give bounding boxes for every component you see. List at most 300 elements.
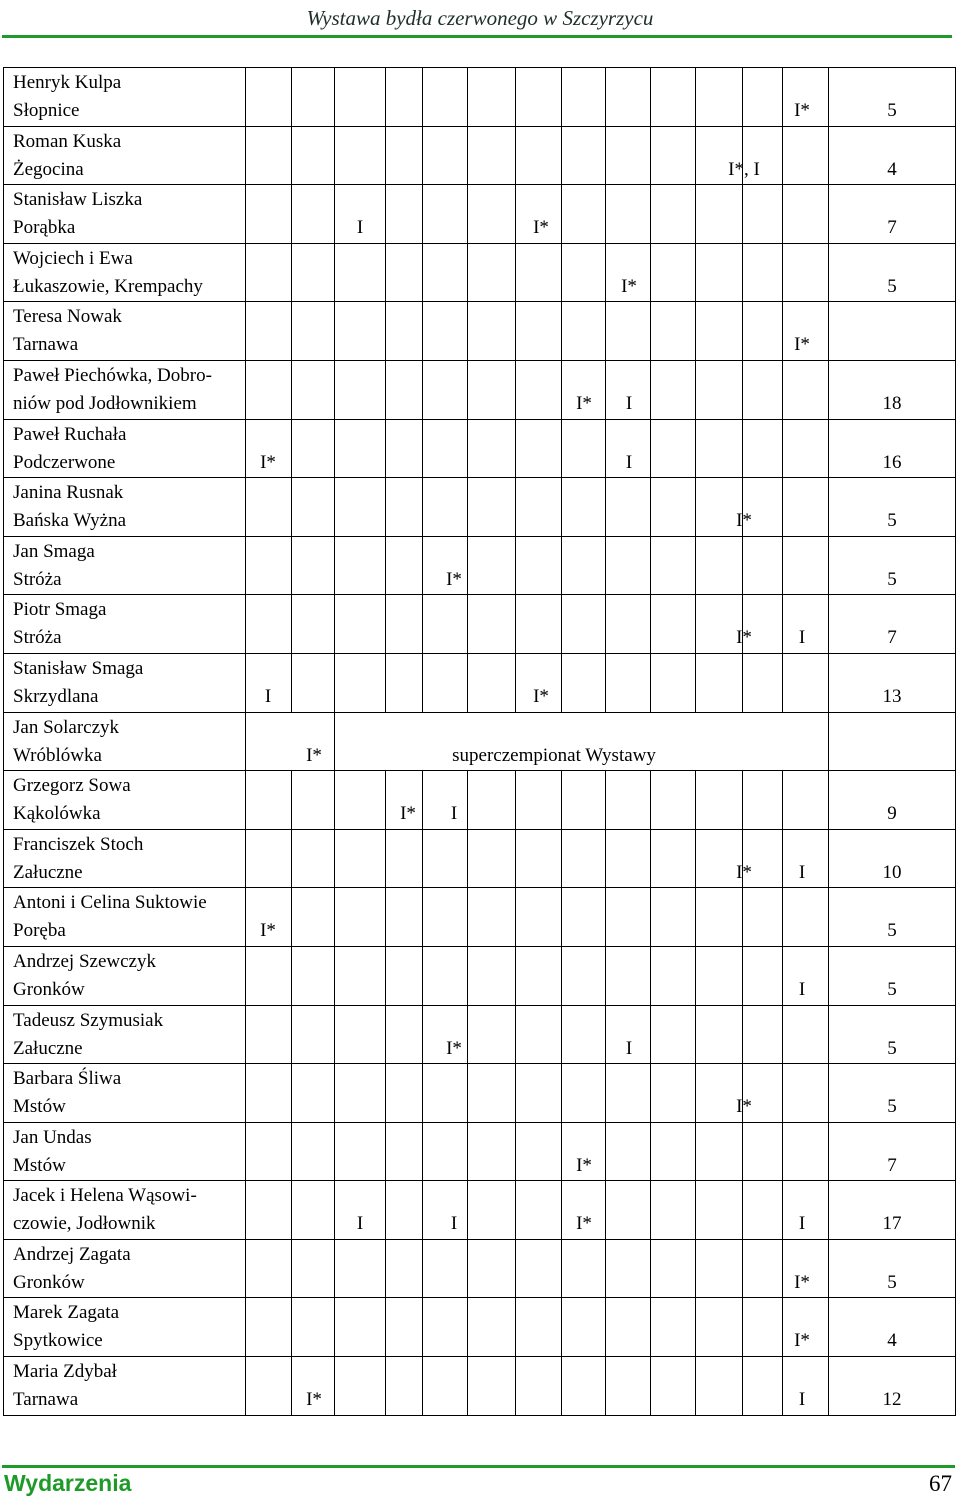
cell-divider: [245, 947, 246, 1005]
breeder-name: Henryk Kulpa: [13, 72, 122, 93]
cell-divider: [334, 1064, 335, 1122]
breeder-name: Piotr Smaga: [13, 599, 107, 621]
breeder-location: Skrzydlana: [13, 685, 99, 707]
cell-divider: [828, 771, 829, 829]
cell-divider: [422, 1006, 423, 1064]
cell-divider: [955, 68, 956, 126]
cell-divider: [385, 830, 386, 888]
cell-divider: [695, 1298, 696, 1356]
cell-divider: [561, 244, 562, 302]
cell-divider: [828, 654, 829, 712]
points-total: 4: [887, 158, 897, 180]
table-row: [4, 68, 956, 127]
cell-divider: [650, 1240, 651, 1298]
cell-divider: [561, 830, 562, 888]
cell-divider: [245, 302, 246, 360]
cell-divider: [828, 420, 829, 478]
award-mark: I*: [306, 744, 322, 766]
cell-divider: [245, 1181, 246, 1239]
cell-divider: [828, 361, 829, 419]
cell-divider: [695, 830, 696, 888]
cell-divider: [742, 947, 743, 1005]
table-row: [4, 302, 956, 361]
cell-divider: [561, 595, 562, 653]
cell-divider: [291, 830, 292, 888]
award-mark: I: [798, 861, 806, 883]
cell-divider: [695, 302, 696, 360]
cell-divider: [467, 185, 468, 243]
cell-divider: [422, 420, 423, 478]
cell-divider: [695, 947, 696, 1005]
cell-divider: [515, 888, 516, 946]
breeder-name: Antoni i Celina Suktowie: [13, 892, 207, 914]
cell-divider: [650, 1123, 651, 1181]
cell-divider: [385, 127, 386, 185]
breeder-name: Jan Smaga: [13, 540, 95, 562]
table-row: [4, 1006, 956, 1065]
cell-divider: [828, 127, 829, 185]
breeder-name: Stanisław Smaga: [13, 657, 144, 679]
cell-divider: [422, 185, 423, 243]
cell-divider: [422, 1123, 423, 1181]
cell-divider: [291, 68, 292, 126]
cell-divider: [695, 1181, 696, 1239]
cell-divider: [561, 947, 562, 1005]
points-total: 5: [887, 568, 897, 590]
cell-divider: [782, 185, 783, 243]
cell-divider: [245, 830, 246, 888]
cell-divider: [385, 1123, 386, 1181]
cell-divider: [515, 947, 516, 1005]
award-mark: I*: [400, 803, 416, 825]
cell-divider: [245, 713, 246, 771]
cell-divider: [605, 654, 606, 712]
cell-divider: [422, 1064, 423, 1122]
points-total: 5: [887, 1037, 897, 1059]
cell-divider: [605, 888, 606, 946]
cell-divider: [245, 1064, 246, 1122]
cell-divider: [422, 595, 423, 653]
points-total: 12: [882, 1389, 902, 1411]
cell-divider: [695, 420, 696, 478]
award-mark: I*: [794, 1271, 810, 1293]
cell-divider: [828, 244, 829, 302]
page-number: 67: [929, 1471, 952, 1496]
cell-divider: [561, 1298, 562, 1356]
cell-divider: [467, 127, 468, 185]
table-row: [4, 830, 956, 889]
breeder-location: Tarnawa: [13, 1389, 79, 1411]
cell-divider: [742, 185, 743, 243]
cell-divider: [955, 1181, 956, 1239]
cell-divider: [955, 478, 956, 536]
table-row: [4, 244, 956, 303]
cell-divider: [742, 420, 743, 478]
cell-divider: [650, 185, 651, 243]
award-mark: I*: [533, 217, 549, 239]
cell-divider: [515, 1006, 516, 1064]
cell-divider: [291, 1181, 292, 1239]
breeder-location: Stróża: [13, 627, 62, 649]
cell-divider: [955, 420, 956, 478]
cell-divider: [828, 537, 829, 595]
cell-divider: [561, 68, 562, 126]
cell-divider: [782, 478, 783, 536]
breeder-name: Janina Rusnak: [13, 482, 124, 504]
cell-divider: [385, 1006, 386, 1064]
table-row: [4, 1240, 956, 1299]
cell-divider: [291, 1240, 292, 1298]
cell-divider: [334, 537, 335, 595]
cell-divider: [695, 595, 696, 653]
cell-divider: [422, 888, 423, 946]
cell-divider: [650, 68, 651, 126]
breeder-location: czowie, Jodłownik: [13, 1213, 156, 1235]
cell-divider: [245, 478, 246, 536]
cell-divider: [955, 947, 956, 1005]
cell-divider: [385, 654, 386, 712]
cell-divider: [334, 654, 335, 712]
cell-divider: [422, 68, 423, 126]
cell-divider: [385, 68, 386, 126]
cell-divider: [650, 947, 651, 1005]
cell-divider: [245, 127, 246, 185]
cell-divider: [828, 888, 829, 946]
cell-divider: [955, 888, 956, 946]
cell-divider: [561, 420, 562, 478]
cell-divider: [515, 361, 516, 419]
award-mark: I*, I: [728, 158, 760, 180]
cell-divider: [955, 713, 956, 771]
cell-divider: [955, 361, 956, 419]
cell-divider: [650, 537, 651, 595]
cell-divider: [742, 244, 743, 302]
cell-divider: [955, 1298, 956, 1356]
cell-divider: [385, 888, 386, 946]
breeder-location: Załuczne: [13, 861, 83, 883]
award-mark: I*: [736, 1096, 752, 1118]
cell-divider: [467, 830, 468, 888]
cell-divider: [605, 1064, 606, 1122]
breeder-location: Podczerwone: [13, 451, 116, 473]
cell-divider: [515, 1123, 516, 1181]
cell-divider: [385, 537, 386, 595]
award-mark: I*: [794, 1330, 810, 1352]
cell-divider: [561, 537, 562, 595]
table-row: [4, 771, 956, 830]
cell-divider: [695, 478, 696, 536]
cell-divider: [742, 888, 743, 946]
cell-divider: [605, 185, 606, 243]
cell-divider: [742, 1298, 743, 1356]
cell-divider: [291, 1298, 292, 1356]
cell-divider: [334, 478, 335, 536]
cell-divider: [245, 771, 246, 829]
cell-divider: [291, 595, 292, 653]
cell-divider: [828, 713, 829, 771]
cell-divider: [422, 361, 423, 419]
cell-divider: [467, 302, 468, 360]
award-note: superczempionat Wystawy: [452, 744, 656, 766]
cell-divider: [515, 1298, 516, 1356]
award-mark: I: [356, 1213, 364, 1235]
cell-divider: [515, 1240, 516, 1298]
cell-divider: [422, 830, 423, 888]
award-mark: I: [450, 803, 458, 825]
cell-divider: [467, 595, 468, 653]
cell-divider: [695, 361, 696, 419]
cell-divider: [245, 185, 246, 243]
cell-divider: [782, 127, 783, 185]
cell-divider: [605, 947, 606, 1005]
cell-divider: [385, 361, 386, 419]
cell-divider: [742, 302, 743, 360]
table-row: [4, 1123, 956, 1182]
table-row: [4, 420, 956, 479]
cell-divider: [422, 244, 423, 302]
breeder-name: Jacek i Helena Wąsowi-: [13, 1185, 197, 1207]
breeder-location: Kąkolówka: [13, 803, 101, 825]
cell-divider: [291, 185, 292, 243]
award-mark: I*: [446, 1037, 462, 1059]
points-total: 5: [887, 1271, 897, 1293]
cell-divider: [782, 771, 783, 829]
cell-divider: [650, 302, 651, 360]
cell-divider: [291, 244, 292, 302]
cell-divider: [955, 654, 956, 712]
award-mark: I*: [533, 685, 549, 707]
cell-divider: [742, 1006, 743, 1064]
award-mark: I*: [260, 451, 276, 473]
breeder-location: Stróża: [13, 568, 62, 590]
points-total: 5: [887, 510, 897, 532]
table-row: [4, 361, 956, 420]
breeder-name: Paweł Piechówka, Dobro-: [13, 364, 212, 386]
breeder-name: Paweł Ruchała: [13, 423, 127, 445]
cell-divider: [385, 595, 386, 653]
cell-divider: [955, 771, 956, 829]
breeder-name: Jan Undas: [13, 1126, 92, 1148]
cell-divider: [650, 771, 651, 829]
points-total: 5: [887, 275, 897, 297]
table-row: [4, 478, 956, 537]
cell-divider: [245, 1298, 246, 1356]
cell-divider: [515, 1181, 516, 1239]
cell-divider: [695, 68, 696, 126]
cell-divider: [245, 361, 246, 419]
breeder-name: Wojciech i Ewa: [13, 247, 133, 269]
breeder-location: Żegocina: [13, 158, 84, 180]
cell-divider: [422, 478, 423, 536]
cell-divider: [245, 1240, 246, 1298]
table-row: [4, 185, 956, 244]
cell-divider: [742, 654, 743, 712]
cell-divider: [385, 1240, 386, 1298]
cell-divider: [828, 1006, 829, 1064]
cell-divider: [515, 420, 516, 478]
award-mark: I: [625, 392, 633, 414]
table-row: [4, 1181, 956, 1240]
breeder-location: Gronków: [13, 1271, 85, 1293]
points-total: 16: [882, 451, 902, 473]
cell-divider: [561, 771, 562, 829]
award-mark: I*: [576, 1213, 592, 1235]
cell-divider: [955, 1240, 956, 1298]
points-total: 17: [882, 1213, 902, 1235]
cell-divider: [955, 1064, 956, 1122]
cell-divider: [245, 595, 246, 653]
breeder-location: Bańska Wyżna: [13, 510, 126, 532]
breeder-name: Stanisław Liszka: [13, 189, 143, 211]
cell-divider: [742, 361, 743, 419]
cell-divider: [742, 1240, 743, 1298]
cell-divider: [467, 68, 468, 126]
cell-divider: [291, 361, 292, 419]
award-mark: I: [798, 627, 806, 649]
cell-divider: [955, 595, 956, 653]
award-mark: I*: [621, 275, 637, 297]
footer-rule: [2, 1465, 955, 1468]
cell-divider: [334, 947, 335, 1005]
cell-divider: [782, 1064, 783, 1122]
points-total: 9: [887, 803, 897, 825]
cell-divider: [334, 1298, 335, 1356]
cell-divider: [334, 771, 335, 829]
award-mark: I*: [794, 100, 810, 121]
cell-divider: [334, 1006, 335, 1064]
cell-divider: [291, 947, 292, 1005]
breeder-name: Marek Zagata: [13, 1302, 120, 1324]
cell-divider: [955, 537, 956, 595]
award-mark: I: [798, 1389, 806, 1411]
cell-divider: [605, 830, 606, 888]
cell-divider: [742, 771, 743, 829]
cell-divider: [955, 127, 956, 185]
breeder-location: niów pod Jodłownikiem: [13, 392, 197, 414]
award-mark: I*: [576, 1154, 592, 1176]
cell-divider: [561, 888, 562, 946]
award-mark: I*: [306, 1389, 322, 1411]
cell-divider: [385, 302, 386, 360]
cell-divider: [742, 537, 743, 595]
cell-divider: [650, 830, 651, 888]
cell-divider: [385, 244, 386, 302]
cell-divider: [955, 830, 956, 888]
table-row: [4, 1298, 956, 1357]
cell-divider: [422, 654, 423, 712]
cell-divider: [515, 595, 516, 653]
cell-divider: [605, 537, 606, 595]
cell-divider: [385, 478, 386, 536]
cell-divider: [605, 302, 606, 360]
cell-divider: [334, 1123, 335, 1181]
cell-divider: [605, 1240, 606, 1298]
cell-divider: [650, 1357, 651, 1415]
cell-divider: [695, 888, 696, 946]
cell-divider: [334, 595, 335, 653]
points-total: 4: [887, 1330, 897, 1352]
cell-divider: [422, 1181, 423, 1239]
cell-divider: [334, 244, 335, 302]
cell-divider: [695, 1006, 696, 1064]
running-header: Wystawa bydła czerwonego w Szczyrzycu: [306, 6, 654, 30]
table-row: [4, 713, 956, 772]
cell-divider: [605, 127, 606, 185]
cell-divider: [334, 888, 335, 946]
breeder-name: Tadeusz Szymusiak: [13, 1009, 164, 1031]
cell-divider: [782, 537, 783, 595]
cell-divider: [561, 478, 562, 536]
cell-divider: [422, 947, 423, 1005]
cell-divider: [467, 361, 468, 419]
cell-divider: [955, 1006, 956, 1064]
cell-divider: [650, 1064, 651, 1122]
cell-divider: [650, 127, 651, 185]
cell-divider: [515, 478, 516, 536]
section-label: Wydarzenia: [4, 1470, 132, 1496]
table-row: [4, 537, 956, 596]
breeder-name: Jan Solarczyk: [13, 716, 120, 738]
cell-divider: [650, 654, 651, 712]
breeder-name: Maria Zdybał: [13, 1361, 117, 1383]
table-row: [4, 595, 956, 654]
breeder-name: Franciszek Stoch: [13, 833, 144, 855]
table-row: [4, 888, 956, 947]
breeder-name: Teresa Nowak: [13, 306, 122, 328]
cell-divider: [515, 127, 516, 185]
cell-divider: [291, 537, 292, 595]
cell-divider: [422, 1357, 423, 1415]
breeder-location: Mstów: [13, 1096, 66, 1118]
cell-divider: [422, 537, 423, 595]
cell-divider: [245, 537, 246, 595]
cell-divider: [291, 1006, 292, 1064]
award-mark: I: [625, 451, 633, 473]
cell-divider: [334, 830, 335, 888]
cell-divider: [334, 68, 335, 126]
cell-divider: [515, 1064, 516, 1122]
cell-divider: [828, 1123, 829, 1181]
cell-divider: [605, 595, 606, 653]
award-mark: I: [798, 978, 806, 1000]
cell-divider: [561, 302, 562, 360]
cell-divider: [515, 537, 516, 595]
cell-divider: [467, 1298, 468, 1356]
points-total: 10: [882, 861, 902, 883]
award-mark: I: [625, 1037, 633, 1059]
cell-divider: [291, 127, 292, 185]
award-mark: I*: [736, 510, 752, 532]
breeder-location: Mstów: [13, 1154, 66, 1176]
cell-divider: [422, 302, 423, 360]
cell-divider: [334, 127, 335, 185]
breeder-location: Spytkowice: [13, 1330, 103, 1352]
cell-divider: [650, 1181, 651, 1239]
points-total: 5: [887, 100, 897, 121]
cell-divider: [467, 1123, 468, 1181]
award-mark: I: [264, 685, 272, 707]
cell-divider: [467, 947, 468, 1005]
cell-divider: [955, 1357, 956, 1415]
points-total: 5: [887, 978, 897, 1000]
cell-divider: [955, 185, 956, 243]
cell-divider: [695, 1123, 696, 1181]
cell-divider: [561, 127, 562, 185]
cell-divider: [515, 830, 516, 888]
cell-divider: [782, 1006, 783, 1064]
cell-divider: [561, 1064, 562, 1122]
table-row: [4, 1357, 956, 1416]
